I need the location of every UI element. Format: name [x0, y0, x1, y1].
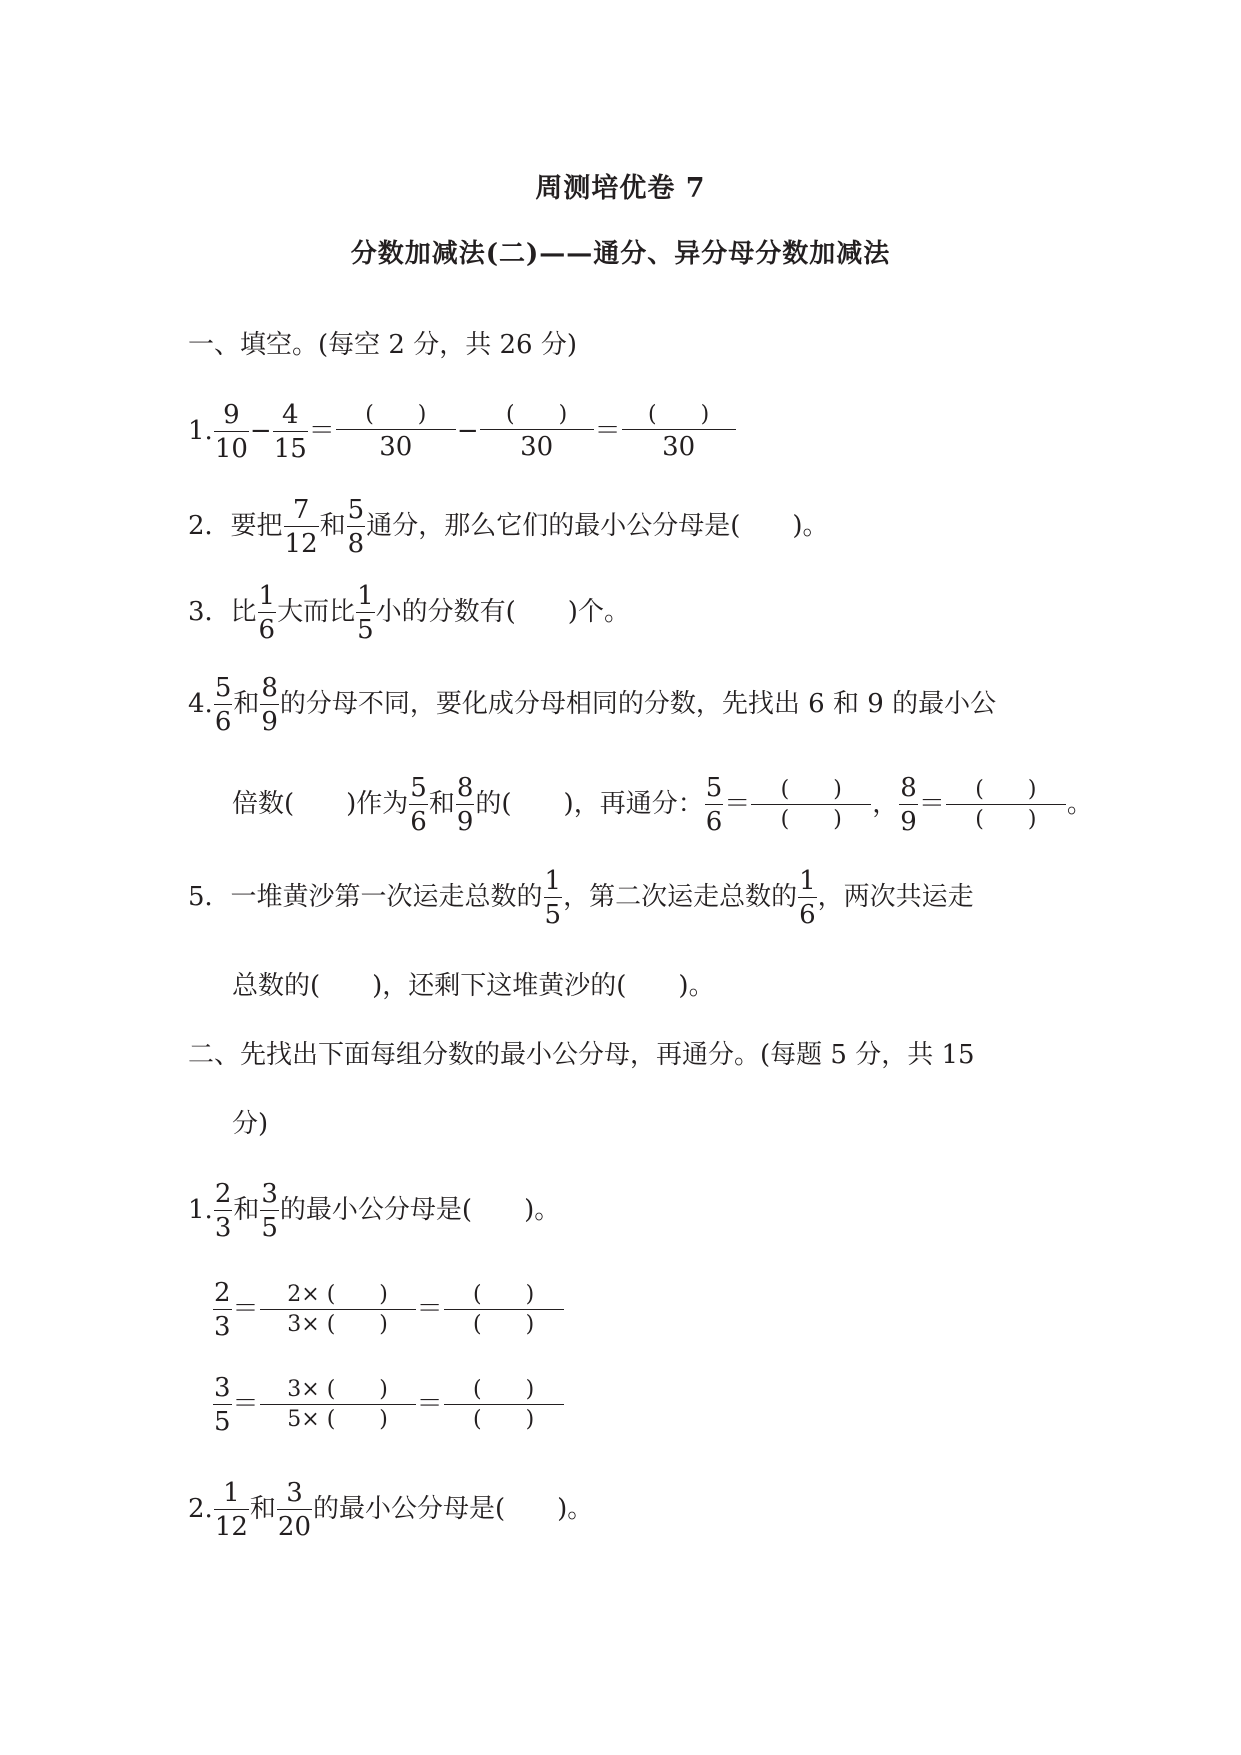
blank-fraction[interactable]: $\frac{( )}{( )}$: [444, 1284, 564, 1336]
conversion-row-2: $\frac{3}{5}$ ＝ $\frac{3\times ( )}{5\times ( )}$ ＝ $\frac{( )}{( )}$: [212, 1375, 565, 1435]
question-1-1: [188, 402, 737, 462]
question-2-2: 2. $\frac{1}{12}$ 和 $\frac{3}{20}$ 的最小公分母是( )。: [188, 1478, 594, 1542]
blank-fraction[interactable]: $\frac{( )}{( )}$: [751, 779, 871, 831]
fraction: $\frac{7}{12}$: [284, 495, 318, 559]
question-2-1: 1. $\frac{2}{3}$ 和 $\frac{3}{5}$ 的最小公分母是( )。: [188, 1179, 561, 1243]
answer-blank-text[interactable]: 的最小公分母是( )。: [313, 1494, 594, 1524]
section2-heading: 二、先找出下面每组分数的最小公分母，再通分。(每题 5 分，共 15: [188, 1040, 975, 1070]
page-title: 周测培优卷 7: [535, 173, 706, 204]
fraction: $\frac{3}{5}$: [261, 1179, 278, 1243]
fraction: $\frac{5}{6}$: [214, 673, 232, 737]
minus-sign: −: [249, 416, 272, 446]
blank-fraction[interactable]: $\frac{( )}{30}$: [622, 404, 736, 460]
question-number: 1.: [188, 416, 213, 446]
conversion-row-1: $\frac{2}{3}$ ＝ $\frac{2\times ( )}{3\times ( )}$ ＝ $\frac{( )}{( )}$: [212, 1280, 565, 1340]
fraction: $\frac{3}{5}$: [214, 1373, 231, 1437]
fraction: $\frac{3}{20}$: [277, 1478, 312, 1542]
blank-fraction[interactable]: $\frac{( )}{30}$: [336, 404, 456, 460]
fraction: $\frac{1}{6}$: [799, 866, 816, 930]
fraction: $\frac{8}{9}$: [456, 773, 474, 837]
question-1-5: 5．一堆黄沙第一次运走总数的 $\frac{1}{5}$ ，第二次运走总数的 $\frac{1}{6}$ ，两次共运走: [188, 866, 974, 930]
answer-blank-text[interactable]: 通分，那么它们的最小公分母是( )。: [366, 511, 829, 541]
section2-heading-cont: 分): [232, 1109, 269, 1139]
fraction: $\frac{9}{10}$: [214, 400, 248, 464]
question-1-4: 4. $\frac{5}{6}$ 和 $\frac{8}{9}$ 的分母不同，要化成分母相同的分数，先找出 6 和 9 的最小公: [188, 673, 997, 737]
equals-sign: ＝: [308, 416, 335, 446]
answer-blank-text[interactable]: 的最小公分母是( )。: [279, 1195, 561, 1225]
question-1-2: 2．要把 $\frac{7}{12}$ 和 $\frac{5}{8}$ 通分，那么它们的最小公分母是( )。: [188, 495, 829, 559]
fraction: $\frac{5}{8}$: [347, 495, 365, 559]
fraction: $\frac{1}{5}$: [544, 866, 562, 930]
fraction: $\frac{5}{6}$: [705, 773, 723, 837]
question-1-4-cont: 倍数( )作为 $\frac{5}{6}$ 和 $\frac{8}{9}$ 的( )，再通分： $\frac{5}{6}$ ＝ $\frac{( )}{( )}$ ， $\frac{8}{9}$ ＝ $\frac{( )}{( )}$ 。: [232, 773, 1093, 837]
equals-sign: ＝: [594, 416, 621, 446]
section1-heading: 一、填空。(每空 2 分，共 26 分): [188, 330, 577, 360]
fraction: $\frac{4}{15}$: [273, 400, 307, 464]
blank-fraction[interactable]: $\frac{( )}{( )}$: [946, 779, 1066, 831]
answer-blank-text[interactable]: 倍数( )作为: [232, 789, 409, 819]
fraction: $\frac{1}{12}$: [214, 1478, 248, 1542]
fraction: $\frac{8}{9}$: [261, 673, 278, 737]
question-1-3: 3．比 $\frac{1}{6}$ 大而比 $\frac{1}{5}$ 小的分数有( )个。: [188, 581, 630, 645]
blank-fraction[interactable]: $\frac{( )}{30}$: [480, 404, 594, 460]
minus-sign: −: [456, 416, 479, 446]
answer-blank-text[interactable]: 小的分数有( )个。: [375, 597, 630, 627]
blank-fraction[interactable]: $\frac{2\times ( )}{3\times ( )}$: [260, 1284, 416, 1336]
blank-fraction[interactable]: $\frac{3\times ( )}{5\times ( )}$: [260, 1379, 416, 1431]
fraction: $\frac{1}{5}$: [357, 581, 374, 645]
blank-fraction[interactable]: $\frac{( )}{( )}$: [444, 1379, 564, 1431]
fraction: $\frac{2}{3}$: [214, 1179, 232, 1243]
fraction: $\frac{2}{3}$: [214, 1278, 231, 1342]
fraction: $\frac{5}{6}$: [410, 773, 427, 837]
fraction: $\frac{1}{6}$: [258, 581, 276, 645]
question-1-5-cont[interactable]: 总数的( )，还剩下这堆黄沙的( )。: [232, 971, 715, 1001]
page-subtitle: 分数加减法(二)——通分、异分母分数加减法: [350, 239, 891, 269]
answer-blank-text[interactable]: 的( )，再通分：: [475, 789, 704, 819]
fraction: $\frac{8}{9}$: [900, 773, 917, 837]
